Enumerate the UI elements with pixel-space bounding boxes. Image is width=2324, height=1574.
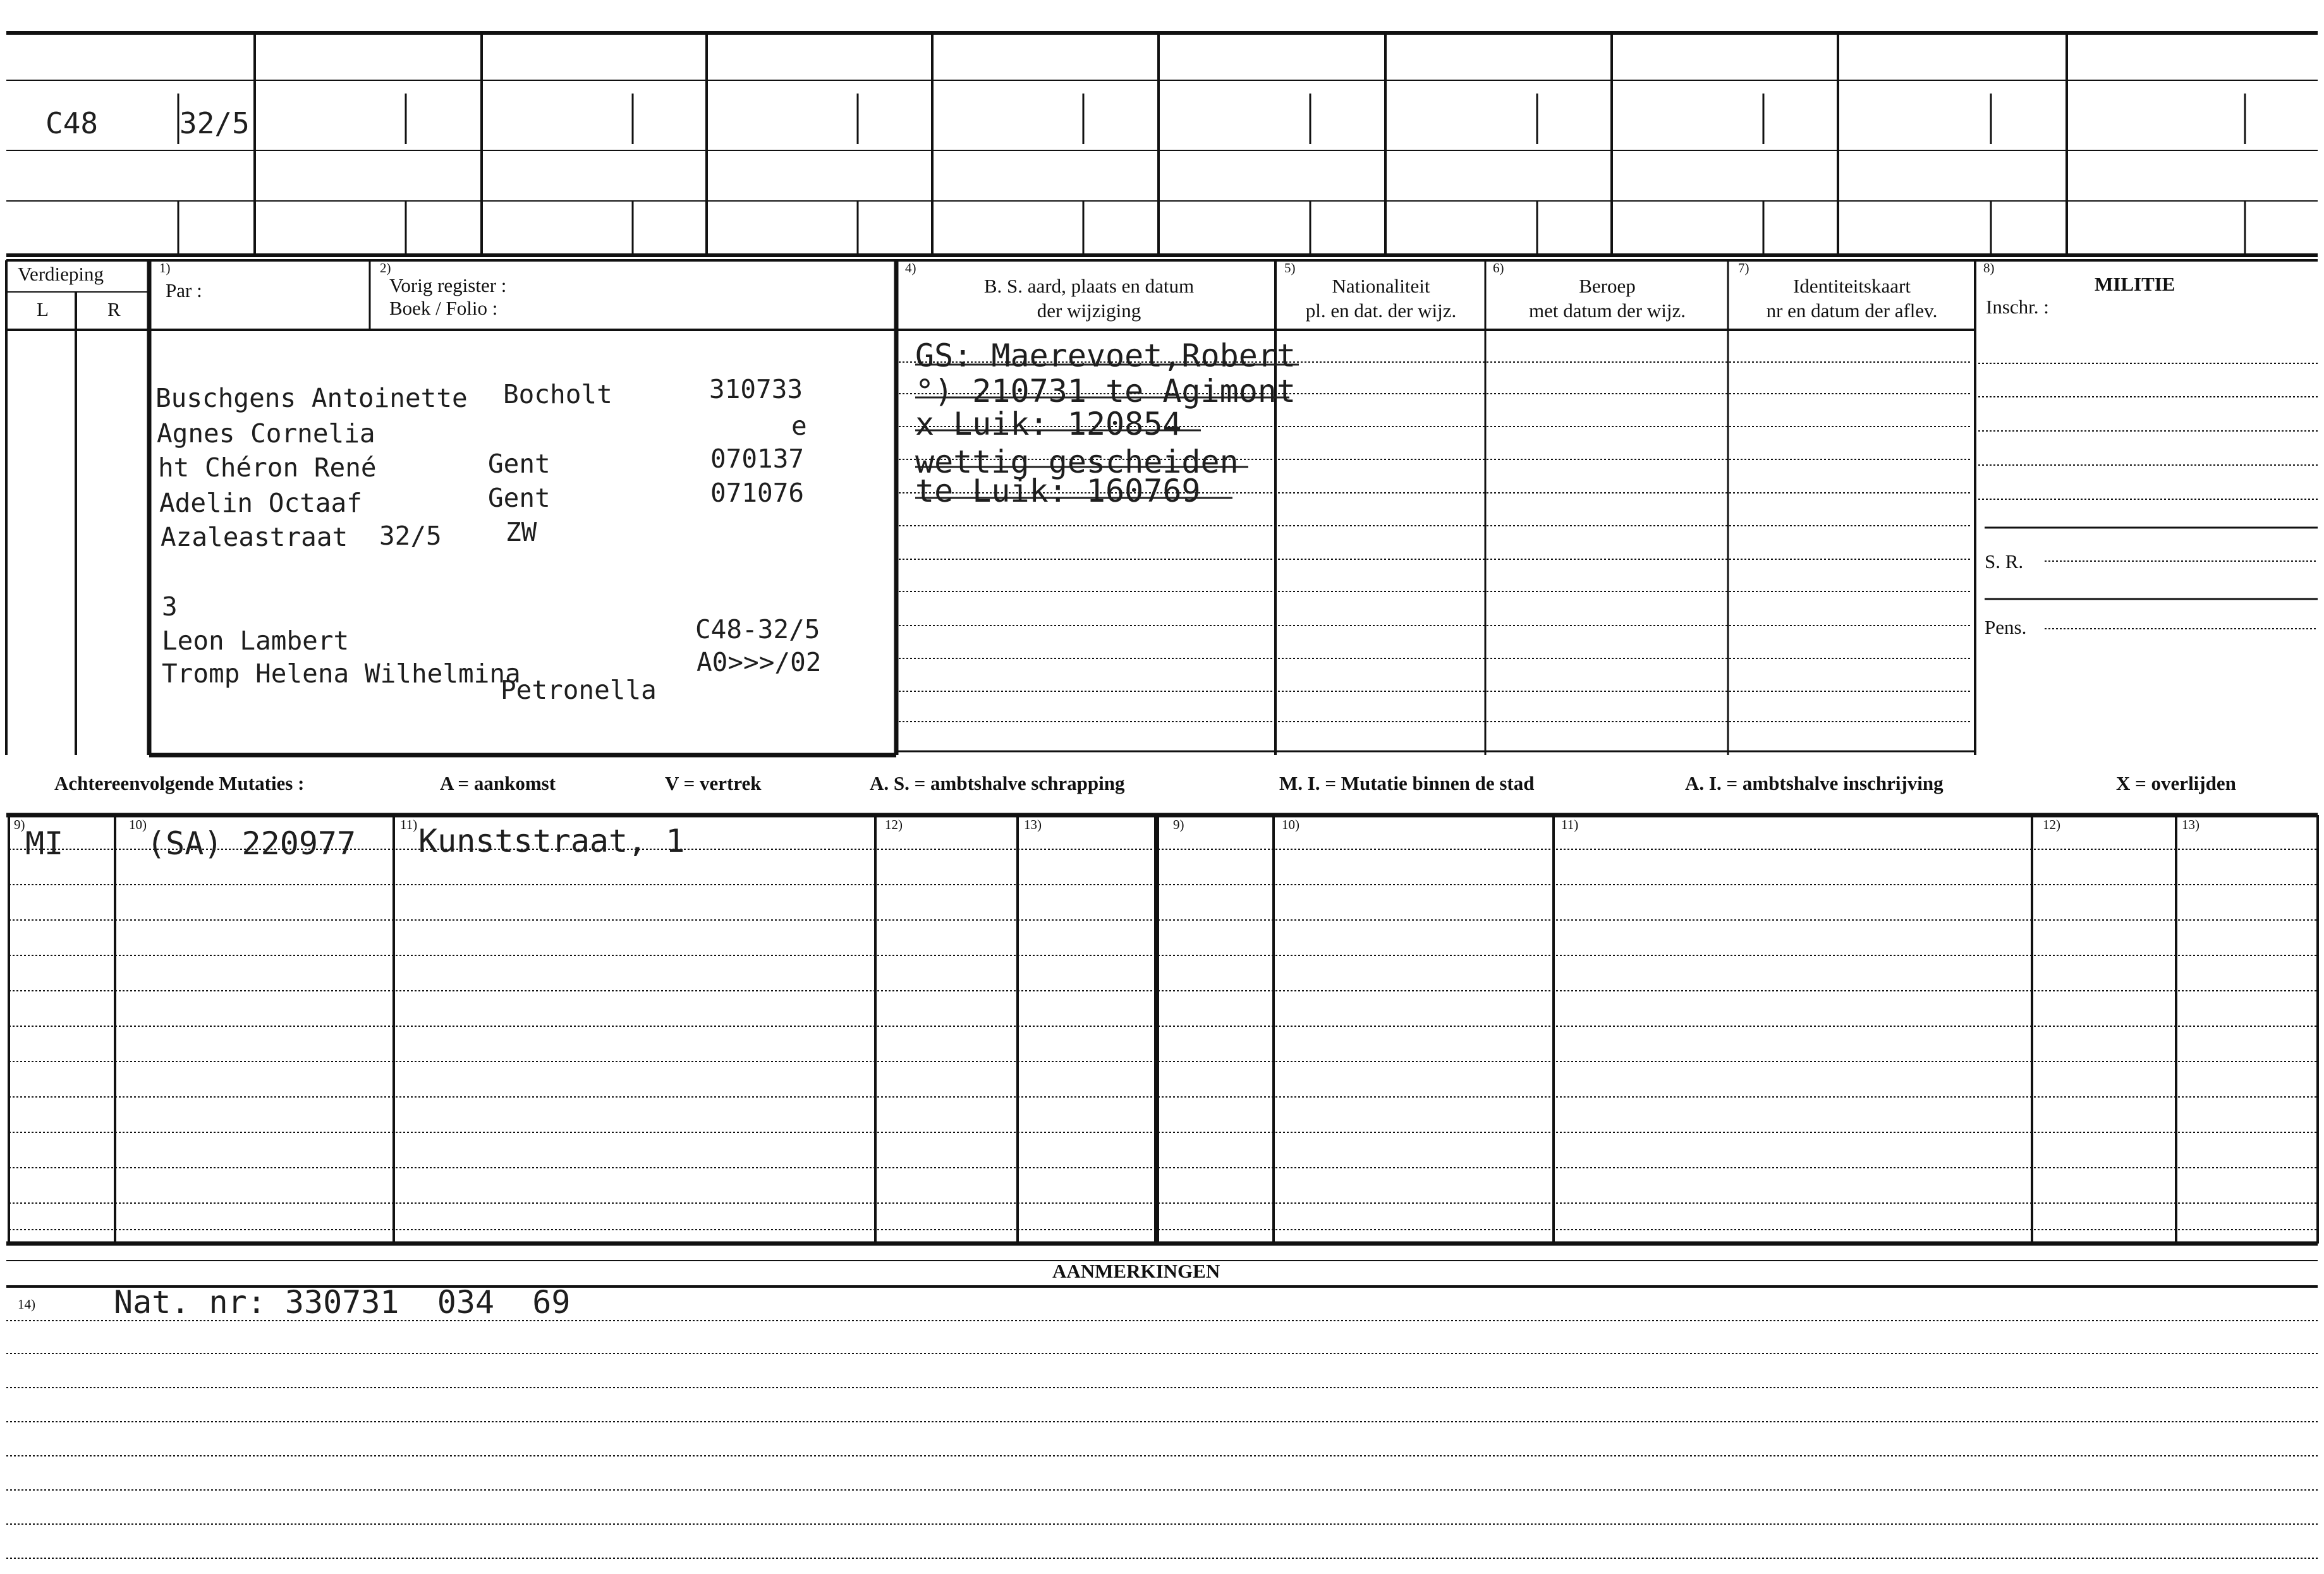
nationality-header-line2: pl. en dat. der wijz. bbox=[1305, 299, 1457, 322]
top-sectie-code: C48 bbox=[46, 106, 99, 140]
person-name: Buschgens Antoinette bbox=[155, 383, 468, 413]
household-count: 3 bbox=[162, 591, 178, 622]
militia-label: MILITIE bbox=[2095, 273, 2175, 295]
spouse-place-2: Gent bbox=[488, 483, 551, 513]
mutation-col-9-right: 9) bbox=[1173, 817, 1184, 832]
mutation-address: Kunststraat, 1 bbox=[418, 823, 685, 859]
mutation-col-10-right: 10) bbox=[1282, 817, 1299, 832]
identity-card-header-line2: nr en datum der aflev. bbox=[1766, 299, 1938, 322]
remarks-title: AANMERKINGEN bbox=[1052, 1260, 1220, 1282]
verdieping-r-label: R bbox=[107, 298, 121, 320]
mutation-col-10-left: 10) bbox=[129, 817, 147, 832]
civil-status-line3: x Luik: 120854 bbox=[915, 406, 1182, 442]
mother-extra-name: Petronella bbox=[501, 675, 657, 705]
person-mark-e: e bbox=[791, 411, 807, 441]
top-house-number: 32/5 bbox=[179, 106, 250, 140]
mutation-col-11-right: 11) bbox=[1561, 817, 1579, 832]
mother-name: Tromp Helena Wilhelmina bbox=[162, 658, 521, 689]
legend-departure: V = vertrek bbox=[665, 772, 762, 794]
pens-label: Pens. bbox=[1985, 616, 2027, 638]
mutation-col-12-right: 12) bbox=[2043, 817, 2060, 832]
address-code: ZW bbox=[506, 517, 537, 547]
col4-number: 4) bbox=[905, 260, 916, 275]
col8-number: 8) bbox=[1983, 260, 1995, 275]
civil-status-line1: GS: Maerevoet,Robert bbox=[915, 337, 1296, 374]
spouse-name: ht Chéron René bbox=[158, 452, 377, 483]
mutation-col-13-right: 13) bbox=[2182, 817, 2199, 832]
civil-status-line5: te Luik: 160769 bbox=[915, 473, 1201, 509]
father-reference: C48-32/5 bbox=[695, 614, 820, 645]
spouse-place: Gent bbox=[488, 449, 551, 479]
national-number: Nat. nr: 330731 034 69 bbox=[114, 1284, 571, 1321]
sr-label: S. R. bbox=[1985, 550, 2024, 572]
legend-death: X = overlijden bbox=[2116, 772, 2236, 794]
person-birthdate: 310733 bbox=[709, 374, 803, 404]
address-street: Azaleastraat bbox=[161, 522, 348, 552]
profession-header-line1: Beroep bbox=[1579, 275, 1636, 297]
remarks-number: 14) bbox=[18, 1297, 35, 1312]
spouse-date: 070137 bbox=[710, 444, 805, 474]
identity-card-header-line1: Identiteitskaart bbox=[1793, 275, 1911, 297]
legend-internal-move: M. I. = Mutatie binnen de stad bbox=[1279, 772, 1535, 794]
father-name: Leon Lambert bbox=[162, 626, 350, 656]
spouse-given-names: Adelin Octaaf bbox=[159, 488, 362, 518]
civil-status-header-line1: B. S. aard, plaats en datum bbox=[983, 275, 1195, 297]
partner-label: Par : bbox=[166, 279, 202, 301]
mutation-col-12-left: 12) bbox=[885, 817, 903, 832]
mutations-legend-title: Achtereenvolgende Mutaties : bbox=[54, 772, 305, 794]
col5-number: 5) bbox=[1284, 260, 1296, 275]
mutation-col-9-left: 9) bbox=[14, 817, 25, 832]
mother-reference: A0>>>/02 bbox=[697, 647, 822, 677]
address-number: 32/5 bbox=[379, 521, 442, 551]
verdieping-label: Verdieping bbox=[18, 263, 104, 285]
profession-header bbox=[1487, 274, 1728, 324]
civil-status-line4: wettig gescheiden bbox=[915, 444, 1239, 480]
col1-number: 1) bbox=[159, 260, 171, 275]
identity-card-header bbox=[1729, 274, 1974, 324]
previous-register-label: Vorig register : bbox=[389, 274, 507, 296]
legend-ex-officio-removal: A. S. = ambtshalve schrapping bbox=[870, 772, 1125, 794]
col6-number: 6) bbox=[1493, 260, 1504, 275]
book-folio-label: Boek / Folio : bbox=[389, 297, 498, 319]
col7-number: 7) bbox=[1738, 260, 1749, 275]
civil-status-line2: °) 210731 te Agimont bbox=[915, 373, 1296, 409]
mutation-type: MI bbox=[25, 825, 64, 862]
civil-status-header-line2: der wijziging bbox=[1037, 299, 1141, 322]
mutation-col-11-left: 11) bbox=[400, 817, 418, 832]
col2-number: 2) bbox=[380, 260, 391, 275]
inschr-label: Inschr. : bbox=[1986, 296, 2049, 318]
mutation-col-13-left: 13) bbox=[1024, 817, 1042, 832]
person-birthplace: Bocholt bbox=[503, 379, 612, 409]
profession-header-line2: met datum der wijz. bbox=[1529, 299, 1686, 322]
mutation-date: (SA) 220977 bbox=[147, 825, 356, 862]
nationality-header bbox=[1277, 274, 1485, 324]
person-given-names: Agnes Cornelia bbox=[157, 418, 375, 449]
nationality-header-line1: Nationaliteit bbox=[1332, 275, 1430, 297]
legend-arrival: A = aankomst bbox=[440, 772, 556, 794]
legend-ex-officio-registration: A. I. = ambtshalve inschrijving bbox=[1685, 772, 1944, 794]
civil-status-header bbox=[904, 274, 1274, 324]
spouse-date-2: 071076 bbox=[710, 478, 805, 508]
verdieping-l-label: L bbox=[37, 298, 49, 320]
